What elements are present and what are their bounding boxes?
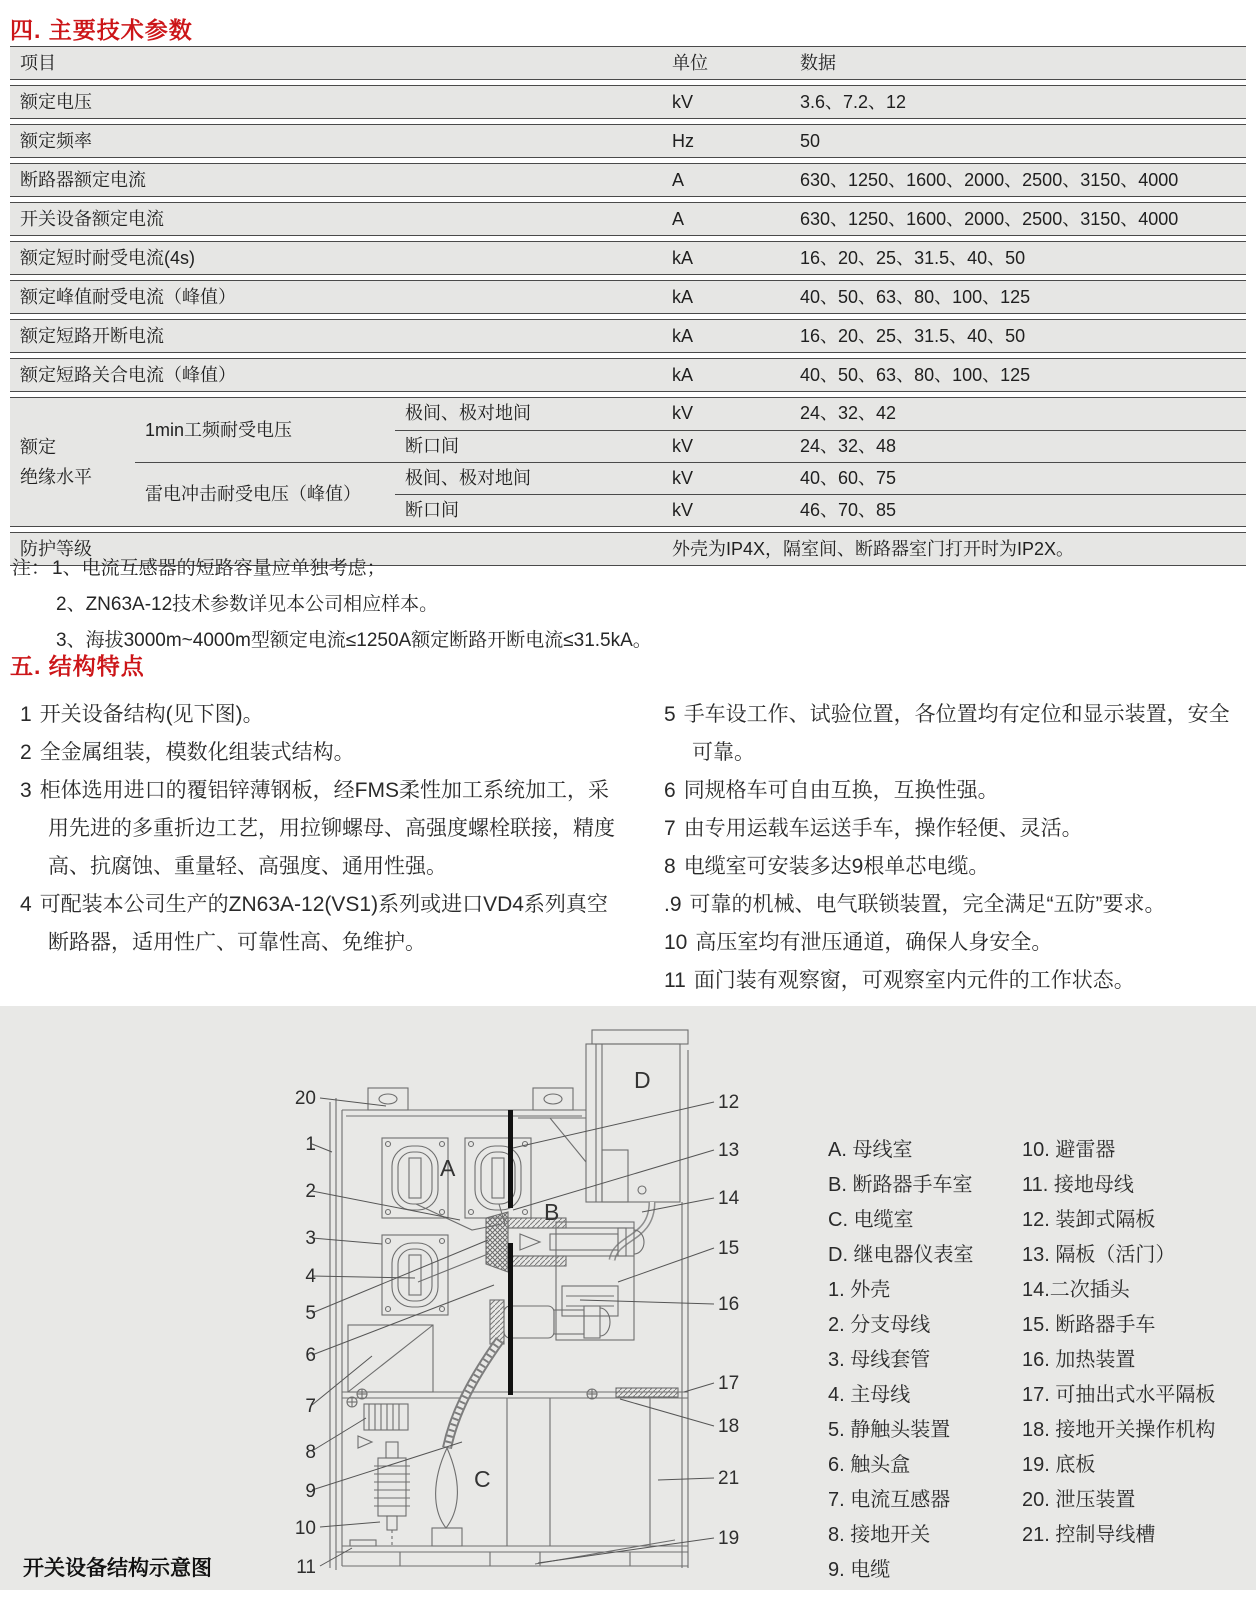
removable-partition — [508, 1110, 513, 1208]
callout-21: 21 — [718, 1468, 740, 1489]
feature-number: .9 — [664, 893, 682, 916]
legend-item: D. 继电器仪表室 — [828, 1244, 974, 1266]
parameters-table — [10, 46, 1246, 571]
param-unit: kA — [672, 248, 694, 268]
legend-item: 8. 接地开关 — [828, 1524, 931, 1546]
feature-number: 4 — [20, 893, 32, 916]
feature-text: 同规格车可自由互换，互换性强。 — [683, 779, 999, 802]
feature-text: 高压室均有泄压通道，确保人身安全。 — [695, 931, 1053, 954]
param-unit: A — [672, 170, 685, 190]
table-row — [10, 358, 1246, 392]
compartment-c-label: C — [474, 1466, 491, 1492]
scope-cell: 极间、极对地间 — [395, 462, 660, 494]
legend-item: 5. 静触头装置 — [828, 1419, 951, 1441]
feature-number: 7 — [664, 817, 676, 840]
legend-item: 1. 外壳 — [828, 1279, 891, 1301]
legend-item: 14.二次插头 — [1022, 1279, 1130, 1301]
callout-9: 9 — [305, 1481, 316, 1502]
feature-text: 全金属组装，模数化组装式结构。 — [39, 741, 355, 764]
legend-item: B. 断路器手车室 — [828, 1174, 973, 1196]
table-row — [10, 85, 1246, 119]
legend-item: C. 电缆室 — [828, 1209, 914, 1231]
callout-4: 4 — [305, 1266, 316, 1287]
param-unit: Hz — [672, 131, 694, 151]
param-name: 额定短路关合电流（峰值） — [20, 365, 236, 385]
callout-7: 7 — [305, 1396, 316, 1417]
scope-cell: 极间、极对地间 — [405, 403, 531, 423]
legend-item: 6. 触头盒 — [828, 1454, 911, 1476]
scope-cell: 断口间 — [395, 494, 660, 526]
header-unit: 单位 — [672, 53, 708, 73]
param-data: 3.6、7.2、12 — [800, 92, 907, 112]
compartment-d-label: D — [634, 1067, 651, 1093]
feature-item — [20, 772, 625, 886]
legend-item: A. 母线室 — [828, 1139, 913, 1161]
data-cell: 40、60、75 — [800, 462, 1246, 494]
table-row — [10, 202, 1246, 236]
table-row — [10, 241, 1246, 275]
insulation-label-line2: 绝缘水平 — [20, 467, 92, 487]
callout-14: 14 — [718, 1188, 740, 1209]
param-name: 额定短路开断电流 — [20, 326, 164, 346]
feature-item — [664, 924, 1246, 962]
param-name: 额定峰值耐受电流（峰值） — [20, 287, 236, 307]
feature-item — [20, 696, 625, 734]
note-3: 3、海拔3000m~4000m型额定电流≤1250A额定断路开断电流≤31.5kA。 — [56, 630, 652, 651]
feature-number: 1 — [20, 703, 32, 726]
feature-number: 6 — [664, 779, 676, 802]
param-data: 16、20、25、31.5、40、50 — [800, 326, 1026, 346]
table-row — [10, 319, 1246, 353]
legend-item: 18. 接地开关操作机构 — [1022, 1419, 1216, 1441]
protection-value: 外壳为IP4X，隔室间、断路器室门打开时为IP2X。 — [672, 539, 1075, 559]
table-body — [10, 85, 1246, 392]
param-name: 额定短时耐受电流(4s) — [20, 248, 195, 268]
param-unit: kA — [672, 365, 694, 385]
protection-label: 防护等级 — [20, 539, 92, 559]
shutter-partition — [508, 1243, 513, 1395]
feature-text: 面门装有观察窗，可观察室内元件的工作状态。 — [693, 969, 1135, 992]
callout-1: 1 — [305, 1134, 316, 1155]
legend-item: 21. 控制导线槽 — [1022, 1524, 1156, 1546]
param-name: 额定频率 — [20, 131, 92, 151]
lightning-impulse-label: 雷电冲击耐受电压（峰值） — [135, 462, 395, 526]
header-data: 数据 — [800, 53, 836, 73]
unit-cell: kV — [660, 494, 800, 526]
feature-item — [664, 886, 1246, 924]
callout-10: 10 — [294, 1518, 316, 1539]
callout-11: 11 — [296, 1557, 316, 1578]
switchgear-structure-diagram — [250, 990, 790, 1592]
legend-item: 2. 分支母线 — [828, 1314, 931, 1336]
callout-12: 12 — [718, 1092, 740, 1113]
compartment-b-label: B — [544, 1199, 560, 1225]
features-right-column — [664, 696, 1246, 1000]
feature-number: 10 — [664, 931, 688, 954]
data-cell: 46、70、85 — [800, 494, 1246, 526]
callout-15: 15 — [718, 1238, 740, 1259]
param-unit: kA — [672, 326, 694, 346]
param-data: 40、50、63、80、100、125 — [800, 287, 1031, 307]
param-data: 40、50、63、80、100、125 — [800, 365, 1031, 385]
feature-number: 8 — [664, 855, 676, 878]
param-name: 开关设备额定电流 — [20, 209, 164, 229]
feature-number: 5 — [664, 703, 676, 726]
compartment-letters — [440, 1067, 651, 1492]
feature-item — [664, 696, 1246, 772]
legend-item: 17. 可抽出式水平隔板 — [1022, 1384, 1216, 1406]
feature-item — [20, 734, 625, 772]
callout-18: 18 — [718, 1416, 740, 1437]
legend-item: 20. 泄压装置 — [1022, 1489, 1136, 1511]
note-line — [12, 551, 652, 587]
callout-19: 19 — [718, 1528, 740, 1549]
legend-item: 19. 底板 — [1022, 1454, 1096, 1476]
feature-text: 开关设备结构(见下图)。 — [39, 703, 264, 726]
callout-13: 13 — [718, 1140, 740, 1161]
callout-16: 16 — [718, 1294, 740, 1315]
table-header-row — [10, 46, 1246, 80]
unit-cell: kV — [660, 462, 800, 494]
data-cell: 24、32、42 — [800, 403, 897, 423]
legend-column-1 — [828, 1133, 974, 1588]
legend-item: 16. 加热装置 — [1022, 1349, 1136, 1371]
legend-item: 10. 避雷器 — [1022, 1139, 1116, 1161]
legend-item: 7. 电流互感器 — [828, 1489, 951, 1511]
feature-number: 2 — [20, 741, 32, 764]
legend-item: 15. 断路器手车 — [1022, 1314, 1156, 1336]
param-data: 16、20、25、31.5、40、50 — [800, 248, 1026, 268]
callout-6: 6 — [305, 1345, 316, 1366]
feature-item — [664, 810, 1246, 848]
insulation-group-label — [10, 398, 135, 526]
notes — [12, 551, 652, 659]
feature-text: 柜体选用进口的覆铝锌薄钢板，经FMS柔性加工系统加工，采用先进的多重折边工艺，用拉铆螺母、高强度螺栓联接，精度高、抗腐蚀、重量轻、高强度、通用性强。 — [39, 779, 615, 878]
param-name: 额定电压 — [20, 92, 92, 112]
param-data: 630、1250、1600、2000、2500、3150、4000 — [800, 170, 1179, 190]
diagram-caption: 开关设备结构示意图 — [23, 1557, 212, 1580]
table-row — [10, 280, 1246, 314]
note-label: 注： — [12, 558, 51, 579]
callout-5: 5 — [305, 1303, 316, 1324]
callout-17: 17 — [718, 1373, 740, 1394]
feature-text: 手车设工作、试验位置，各位置均有定位和显示装置，安全可靠。 — [683, 703, 1230, 764]
features-left-column — [20, 696, 625, 962]
callout-3: 3 — [305, 1228, 316, 1249]
callout-numbers — [295, 1088, 740, 1578]
table-row — [10, 163, 1246, 197]
callout-2: 2 — [305, 1181, 316, 1202]
legend-item: 3. 母线套管 — [828, 1349, 931, 1371]
legend-item: 4. 主母线 — [828, 1384, 911, 1406]
feature-number: 11 — [664, 969, 686, 992]
insulation-label-line1: 额定 — [20, 437, 56, 457]
legend-column-2 — [1022, 1133, 1215, 1553]
param-unit: A — [672, 209, 685, 229]
table-row — [10, 124, 1246, 158]
unit-cell: kV — [672, 403, 694, 423]
scope-cell: 断口间 — [395, 430, 660, 462]
callout-8: 8 — [305, 1442, 316, 1463]
param-data: 50 — [800, 131, 821, 151]
header-item: 项目 — [20, 53, 56, 73]
unit-cell: kV — [660, 430, 800, 462]
param-unit: kA — [672, 287, 694, 307]
feature-text: 可靠的机械、电气联锁装置，完全满足“五防”要求。 — [689, 893, 1166, 916]
feature-item — [664, 772, 1246, 810]
compartment-a-label: A — [440, 1155, 456, 1181]
feature-item — [20, 886, 625, 962]
legend-item: 13. 隔板（活门） — [1022, 1244, 1176, 1266]
data-cell: 24、32、48 — [800, 430, 1246, 462]
feature-number: 3 — [20, 779, 32, 802]
legend-item: 9. 电缆 — [828, 1559, 891, 1581]
feature-text: 电缆室可安装多达9根单芯电缆。 — [683, 855, 990, 878]
feature-text: 可配装本公司生产的ZN63A-12(VS1)系列或进口VD4系列真空断路器，适用性广、可靠性高、免维护。 — [39, 893, 608, 954]
insulation-block — [10, 397, 1246, 527]
feature-text: 由专用运载车运送手车，操作轻便、灵活。 — [683, 817, 1083, 840]
callout-20: 20 — [294, 1088, 316, 1109]
legend-item: 12. 装卸式隔板 — [1022, 1209, 1156, 1231]
insulation-grid — [135, 398, 1246, 526]
note-1: 1、电流互感器的短路容量应单独考虑； — [52, 558, 386, 579]
param-data: 630、1250、1600、2000、2500、3150、4000 — [800, 209, 1179, 229]
legend-item: 11. 接地母线 — [1022, 1174, 1134, 1196]
param-name: 断路器额定电流 — [20, 170, 146, 190]
section5-heading: 五. 结构特点 — [10, 653, 145, 679]
note-2: 2、ZN63A-12技术参数详见本公司相应样本。 — [56, 594, 439, 615]
feature-item — [664, 848, 1246, 886]
section4-heading: 四. 主要技术参数 — [10, 17, 193, 43]
param-unit: kV — [672, 92, 694, 112]
power-frequency-label: 1min工频耐受电压 — [145, 419, 293, 440]
